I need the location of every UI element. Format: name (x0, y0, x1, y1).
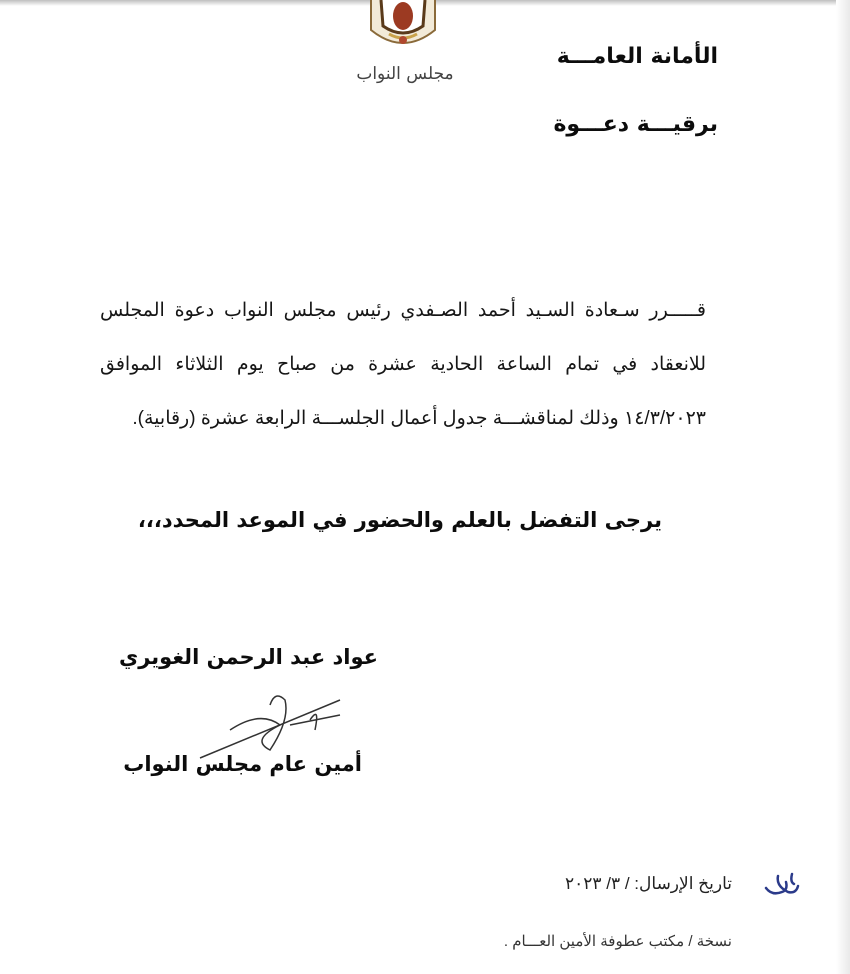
page-right-edge (836, 0, 850, 974)
signatory-title: أمين عام مجلس النواب (123, 752, 362, 776)
handwritten-initials-icon (762, 870, 802, 900)
closing-request: يرجى التفضل بالعلم والحضور في الموعد المحدد،،، (137, 508, 662, 532)
invitation-paragraph: قـــــرر سـعادة السـيد أحمد الصـفدي رئيس مجلس النواب دعوة المجلس للانعقاد في تمام الساعة الحادية عشرة من صباح يوم الثلاثاء الموافق ١٤/٣/٢٠٢٣ وذلك لمناقشـــة جدول أعمال الجلســـة الرابعة عشرة (رقابية). (100, 300, 706, 429)
council-name-logo: مجلس النواب (356, 64, 454, 84)
coat-of-arms-icon (363, 0, 443, 48)
copy-to-line: نسخة / مكتب عطوفة الأمين العـــام . (503, 933, 732, 950)
department-heading: الأمانة العامـــة (556, 44, 718, 69)
signatory-name: عواد عبد الرحمن الغويري (118, 645, 378, 669)
handwritten-signature-icon (190, 680, 350, 760)
document-type-heading: برقيـــة دعـــوة (553, 112, 718, 137)
send-date: تاريخ الإرسال: / ٣/ ٢٠٢٣ (565, 874, 732, 893)
invitation-body (100, 284, 706, 446)
